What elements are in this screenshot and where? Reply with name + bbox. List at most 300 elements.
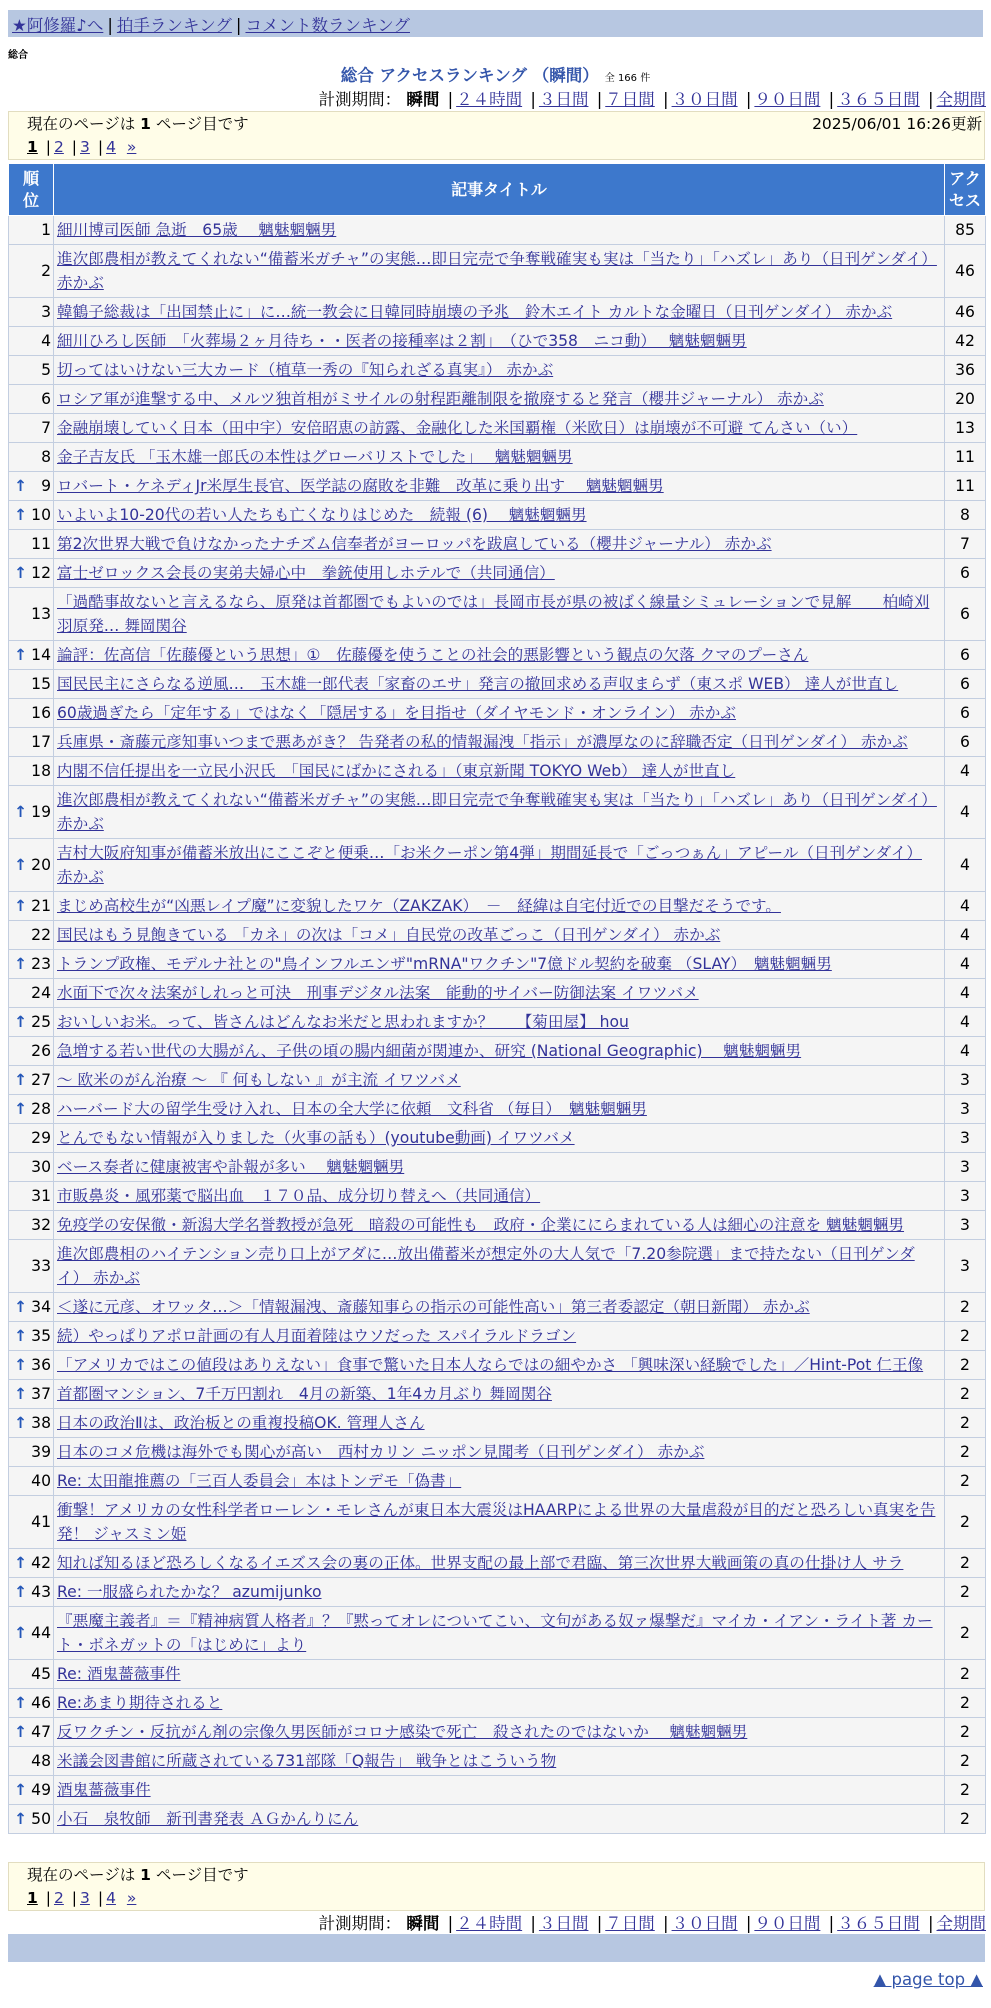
rank-number: 25 (31, 1013, 51, 1031)
rank-number: 41 (31, 1513, 51, 1531)
table-header (9, 164, 986, 216)
rank-number: 14 (31, 646, 51, 664)
table-row (9, 1805, 986, 1834)
period-current: 瞬間 (406, 90, 440, 109)
title-header: 記事タイトル (54, 164, 945, 216)
title-cell (54, 1037, 945, 1066)
title-cell (54, 1747, 945, 1776)
title-cell (54, 1607, 945, 1660)
rank-number: 23 (31, 955, 51, 973)
article-link[interactable]: 急増する若い世代の大腸がん、子供の頃の腸内細菌が関連か、研究 (National Geographic) 魑魅魍魎男 (57, 1042, 802, 1060)
article-link[interactable]: ハーバード大の留学生受け入れ、日本の全大学に依頼 文科省 （毎日） 魑魅魍魎男 (57, 1100, 647, 1118)
rank-cell (9, 1293, 54, 1322)
article-link[interactable]: 水面下で次々法案がしれっと可決 刑事デジタル法案 能動的サイバー防御法案 イワツバメ (57, 984, 699, 1002)
rank-number: 20 (31, 856, 51, 874)
rank-cell (9, 1095, 54, 1124)
updated-timestamp: 2025/06/01 16:26更新 (812, 115, 982, 133)
table-row (9, 1496, 986, 1549)
rank-number: 10 (31, 506, 51, 524)
article-link[interactable]: 市販鼻炎・風邪薬で脳出血 １７０品、成分切り替えへ（共同通信） (57, 1187, 541, 1205)
period-option[interactable]: 全期間 (936, 1914, 986, 1933)
title-cell (54, 1578, 945, 1607)
pager-suffix: ページ目です (155, 1866, 249, 1884)
article-link[interactable]: 進次郎農相のハイテンション売り口上がアダに…放出備蓄米が想定外の大人気で「7.20参院選」まで持たない（日刊ゲンダイ） 赤かぶ (57, 1245, 915, 1287)
category-tag: 総合 (8, 50, 28, 61)
table-row (9, 728, 986, 757)
article-link[interactable]: 富士ゼロックス会長の実弟夫婦心中 拳銃使用しホテルで（共同通信） (57, 564, 555, 582)
rank-cell (9, 1066, 54, 1095)
table-row (9, 950, 986, 979)
home-link[interactable]: ★阿修羅♪へ (12, 16, 104, 35)
rank-number: 4 (41, 332, 51, 350)
page-link[interactable]: 4 (106, 1889, 116, 1907)
table-row (9, 1124, 986, 1153)
up-arrow-icon: ↑ (14, 1583, 28, 1601)
period-separator: | (745, 1914, 752, 1933)
article-link[interactable]: 酒鬼薔薇事件 (57, 1781, 151, 1799)
rank-number: 42 (31, 1554, 51, 1572)
title-cell (54, 950, 945, 979)
access-count: 46 (945, 245, 986, 298)
rank-cell (9, 1660, 54, 1689)
rank-number: 40 (31, 1472, 51, 1490)
comment-ranking-link[interactable]: コメント数ランキング (245, 16, 410, 35)
period-option[interactable]: 全期間 (936, 90, 986, 109)
rank-number: 9 (41, 477, 51, 495)
access-count: 3 (945, 1211, 986, 1240)
article-link[interactable]: 金融崩壊していく日本（田中宇）安倍昭恵の訪露、金融化した米国覇権（米欧日）は崩壊が不可避 てんさい（い） (57, 419, 858, 437)
period-option[interactable]: ７日間 (605, 90, 655, 109)
table-row (9, 1008, 986, 1037)
period-option[interactable]: ３６５日間 (837, 90, 920, 109)
period-selector-bottom (319, 1910, 986, 1934)
page-link-current: 1 (27, 1889, 38, 1907)
rank-cell (9, 1438, 54, 1467)
access-count: 3 (945, 1066, 986, 1095)
table-row (9, 1549, 986, 1578)
rank-cell (9, 1322, 54, 1351)
rank-cell (9, 588, 54, 641)
article-link[interactable]: 小石 泉牧師 新刊書発表 ＡＧかんりにん (57, 1810, 359, 1828)
page-top-container (874, 1970, 983, 1989)
table-row (9, 839, 986, 892)
article-link[interactable]: 第2次世界大戦で負けなかったナチズム信奉者がヨーロッパを跋扈している（櫻井ジャーナル） 赤かぶ (57, 535, 772, 553)
access-count: 3 (945, 1153, 986, 1182)
article-link[interactable]: ベース奏者に健康被害や訃報が多い 魑魅魍魎男 (57, 1158, 405, 1176)
access-count: 2 (945, 1805, 986, 1834)
up-arrow-icon: ↑ (14, 1327, 28, 1345)
table-row (9, 216, 986, 245)
next-page-link[interactable]: » (126, 1889, 137, 1907)
pager-status (27, 1864, 984, 1887)
access-count: 42 (945, 327, 986, 356)
access-count: 2 (945, 1607, 986, 1660)
up-arrow-icon: ↑ (14, 897, 28, 915)
pager-current-page: 1 (140, 1866, 151, 1884)
table-row (9, 1037, 986, 1066)
title-cell (54, 1008, 945, 1037)
rank-cell (9, 472, 54, 501)
table-row (9, 1438, 986, 1467)
access-count: 2 (945, 1409, 986, 1438)
access-count: 4 (945, 1037, 986, 1066)
table-row (9, 786, 986, 839)
rank-cell (9, 950, 54, 979)
title-cell (54, 216, 945, 245)
article-link[interactable]: 続）やっぱりアポロ計画の有人月面着陸はウソだった スパイラルドラゴン (57, 1327, 577, 1345)
table-row (9, 443, 986, 472)
table-row (9, 1182, 986, 1211)
table-row (9, 327, 986, 356)
up-arrow-icon: ↑ (14, 1071, 28, 1089)
rank-number: 5 (41, 361, 51, 379)
title-cell (54, 1351, 945, 1380)
page-link[interactable]: 4 (106, 138, 116, 156)
access-count: 4 (945, 757, 986, 786)
rank-cell (9, 670, 54, 699)
article-link[interactable]: Re: 酒鬼薔薇事件 (57, 1665, 181, 1683)
article-link[interactable]: 金子吉友氏 「玉木雄一郎氏の本性はグローバリストでした」 魑魅魍魎男 (57, 448, 573, 466)
rank-cell (9, 298, 54, 327)
rank-number: 13 (31, 605, 51, 623)
access-count: 3 (945, 1182, 986, 1211)
page-top-link[interactable]: ▲ page top ▲ (873, 1970, 983, 1989)
table-row (9, 1095, 986, 1124)
rank-header: 順位 (9, 164, 54, 216)
pager-top (8, 111, 985, 160)
access-count: 2 (945, 1467, 986, 1496)
article-link[interactable]: とんでもない情報が入りました（火事の話も）(youtube動画) イワツバメ (57, 1129, 575, 1147)
period-option[interactable]: ９０日間 (754, 1914, 821, 1933)
article-link[interactable]: 国民はもう見飽きている 「カネ」の次は「コメ」自民党の改革ごっこ（日刊ゲンダイ） 赤かぶ (57, 926, 721, 944)
article-link[interactable]: おいしいお米。って、皆さんはどんなお米だと思われますか？ 【菊田屋】 hou (57, 1013, 629, 1031)
access-count: 2 (945, 1380, 986, 1409)
table-row (9, 1066, 986, 1095)
rank-number: 38 (31, 1414, 51, 1432)
table-row (9, 530, 986, 559)
rank-number: 15 (31, 675, 51, 693)
title-cell (54, 728, 945, 757)
rank-number: 2 (41, 262, 51, 280)
period-option[interactable]: ３日間 (538, 1914, 589, 1933)
rank-number: 31 (31, 1187, 51, 1205)
pager-status (27, 113, 984, 136)
title-cell (54, 1467, 945, 1496)
access-count: 3 (945, 1124, 986, 1153)
article-link[interactable]: 韓鶴子総裁は「出国禁止に」に…統一教会に日韓同時崩壊の予兆 鈴木エイト カルトな金曜日（日刊ゲンダイ） 赤かぶ (57, 303, 893, 321)
period-option[interactable]: ７日間 (605, 1914, 655, 1933)
up-arrow-icon: ↑ (14, 1554, 28, 1572)
title-cell (54, 1124, 945, 1153)
article-link[interactable]: 首都圏マンション、7千万円割れ 4月の新築、1年4カ月ぶり 舞岡関谷 (57, 1385, 552, 1403)
rank-number: 39 (31, 1443, 51, 1461)
pager-bottom (8, 1862, 985, 1911)
up-arrow-icon: ↑ (14, 1723, 28, 1741)
rank-number: 12 (31, 564, 51, 582)
rank-cell (9, 786, 54, 839)
article-link[interactable]: 知れば知るほど恐ろしくなるイエズス会の裏の正体。世界支配の最上部で君臨、第三次世界大戦画策の真の仕掛け人 サラ (57, 1554, 904, 1572)
table-row (9, 892, 986, 921)
article-link[interactable]: 国民民主にさらなる逆風… 玉木雄一郎代表「家畜のエサ」発言の撤回求める声収まらず（東スポ WEB） 達人が世直し (57, 675, 899, 693)
access-header: アクセス (945, 164, 986, 216)
rank-cell (9, 327, 54, 356)
table-row (9, 641, 986, 670)
period-option[interactable]: ３０日間 (671, 90, 738, 109)
title-cell (54, 699, 945, 728)
up-arrow-icon: ↑ (14, 1414, 28, 1432)
access-count: 7 (945, 530, 986, 559)
access-count: 2 (945, 1293, 986, 1322)
article-link[interactable]: まじめ高校生が“凶悪レイプ魔”に変貌したワケ（ZAKZAK） － 経緯は自宅付近での目撃だそうです。 (57, 897, 781, 915)
table-row (9, 1351, 986, 1380)
rank-cell (9, 757, 54, 786)
title-cell (54, 1153, 945, 1182)
table-row (9, 1660, 986, 1689)
title-cell (54, 385, 945, 414)
period-separator: | (447, 1914, 454, 1933)
rank-cell (9, 1607, 54, 1660)
up-arrow-icon: ↑ (14, 1624, 28, 1642)
article-link[interactable]: 『悪魔主義者』＝『精神病質人格者』？『黙ってオレについてこい、文句がある奴ァ爆撃だ』マイカ・イアン・ライト著 カート・ボネガットの「はじめに」より (57, 1612, 933, 1654)
article-link[interactable]: 兵庫県・斎藤元彦知事いつまで悪あがき？ 告発者の私的情報漏洩「指示」が濃厚なのに辞職否定（日刊ゲンダイ） 赤かぶ (57, 733, 908, 751)
rank-number: 26 (31, 1042, 51, 1060)
period-selector (319, 86, 986, 110)
rank-number: 24 (31, 984, 51, 1002)
article-link[interactable]: ～ 欧米のがん治療 ～ 『 何もしない 』が主流 イワツバメ (57, 1071, 461, 1089)
article-link[interactable]: 切ってはいけない三大カード（植草一秀の『知られざる真実』） 赤かぶ (57, 361, 554, 379)
table-row (9, 1689, 986, 1718)
page-link[interactable]: 3 (80, 138, 90, 156)
article-link[interactable]: ロシア軍が進撃する中、メルツ独首相がミサイルの射程距離制限を撤廃すると発言（櫻井ジャーナル） 赤かぶ (57, 390, 824, 408)
access-count: 4 (945, 892, 986, 921)
period-option[interactable]: ２４時間 (456, 1914, 523, 1933)
rank-cell (9, 1380, 54, 1409)
title-cell (54, 1240, 945, 1293)
title-cell (54, 245, 945, 298)
period-option[interactable]: ２４時間 (456, 90, 523, 109)
page-title (0, 62, 991, 86)
period-separator: | (828, 90, 835, 109)
up-arrow-icon: ↑ (14, 1385, 28, 1403)
rank-number: 28 (31, 1100, 51, 1118)
table-row (9, 1467, 986, 1496)
rank-number: 19 (31, 803, 51, 821)
table-row (9, 472, 986, 501)
rank-number: 1 (41, 221, 51, 239)
title-cell (54, 1496, 945, 1549)
rank-cell (9, 1351, 54, 1380)
next-page-link[interactable]: » (126, 138, 137, 156)
article-link[interactable]: 日本の政治Ⅱは、政治板との重複投稿OK. 管理人さん (57, 1414, 425, 1432)
pager-separator: | (71, 138, 78, 156)
rank-number: 6 (41, 390, 51, 408)
rank-cell (9, 1182, 54, 1211)
table-row (9, 1747, 986, 1776)
page-link[interactable]: 3 (80, 1889, 90, 1907)
title-cell (54, 1689, 945, 1718)
access-count: 6 (945, 641, 986, 670)
rank-cell (9, 414, 54, 443)
access-count: 4 (945, 921, 986, 950)
rank-cell (9, 839, 54, 892)
period-option[interactable]: ３日間 (538, 90, 589, 109)
applause-ranking-link[interactable]: 拍手ランキング (116, 16, 232, 35)
article-link[interactable]: Re: 太田龍推薦の「三百人委員会」本はトンデモ「偽書」 (57, 1472, 462, 1490)
title-cell (54, 588, 945, 641)
title-cell (54, 670, 945, 699)
table-row (9, 414, 986, 443)
title-cell (54, 443, 945, 472)
title-cell (54, 1409, 945, 1438)
access-count: 2 (945, 1747, 986, 1776)
article-link[interactable]: 細川博司医師 急逝 65歳 魑魅魍魎男 (57, 221, 337, 239)
article-link[interactable]: 60歳過ぎたら「定年する」ではなく「隠居する」を目指せ（ダイヤモンド・オンライン） 赤かぶ (57, 704, 736, 722)
article-link[interactable]: 進次郎農相が教えてくれない“備蓄米ガチャ”の実態…即日完売で争奪戦確実も実は「当たり」「ハズレ」あり（日刊ゲンダイ） 赤かぶ (57, 250, 937, 292)
rank-number: 44 (31, 1624, 51, 1642)
rank-cell (9, 443, 54, 472)
rank-cell (9, 1037, 54, 1066)
access-count: 2 (945, 1689, 986, 1718)
article-link[interactable]: ロバート・ケネディJr米厚生長官、医学誌の腐敗を非難 改革に乗り出す 魑魅魍魎男 (57, 477, 664, 495)
table-row (9, 670, 986, 699)
title-cell (54, 1380, 945, 1409)
title-cell (54, 786, 945, 839)
article-link[interactable]: 米議会図書館に所蔵されている731部隊「Q報告」 戦争とはこういう物 (57, 1752, 557, 1770)
rank-number: 33 (31, 1257, 51, 1275)
article-link[interactable]: 「過酷事故ないと言えるなら、原発は首都圏でもよいのでは」長岡市長が県の被ばく線量シミュレーションで見解 柏崎刈羽原発… 舞岡関谷 (57, 593, 930, 635)
rank-cell (9, 216, 54, 245)
access-count: 11 (945, 443, 986, 472)
rank-number: 48 (31, 1752, 51, 1770)
pager-prefix: 現在のページは (27, 1866, 136, 1884)
article-link[interactable]: 進次郎農相が教えてくれない“備蓄米ガチャ”の実態…即日完売で争奪戦確実も実は「当たり」「ハズレ」あり（日刊ゲンダイ） 赤かぶ (57, 791, 937, 833)
rank-cell (9, 1409, 54, 1438)
title-cell (54, 1438, 945, 1467)
title-cell (54, 414, 945, 443)
article-link[interactable]: トランプ政権、モデルナ社との"鳥インフルエンザ"mRNA"ワクチン"7億ドル契約を破棄 （SLAY） 魑魅魍魎男 (57, 955, 832, 973)
access-count: 2 (945, 1776, 986, 1805)
rank-number: 29 (31, 1129, 51, 1147)
access-count: 4 (945, 786, 986, 839)
table-row (9, 757, 986, 786)
rank-cell (9, 1124, 54, 1153)
rank-cell (9, 1549, 54, 1578)
ranking-table (8, 163, 986, 1834)
article-link[interactable]: 吉村大阪府知事が備蓄米放出にここぞと便乗…「お米クーポン第4弾」期間延長で「ごっつぁん」アピール（日刊ゲンダイ） 赤かぶ (57, 844, 922, 886)
article-count: 全 166 件 (604, 73, 651, 84)
table-row (9, 1293, 986, 1322)
pager-links (27, 136, 984, 159)
rank-cell (9, 728, 54, 757)
period-label: 計測期間： (318, 90, 402, 109)
access-count: 6 (945, 699, 986, 728)
rank-cell (9, 1153, 54, 1182)
access-count: 85 (945, 216, 986, 245)
rank-cell (9, 501, 54, 530)
period-option[interactable]: ３０日間 (671, 1914, 738, 1933)
access-count: 2 (945, 1322, 986, 1351)
period-separator: | (596, 90, 603, 109)
title-cell (54, 892, 945, 921)
rank-number: 17 (31, 733, 51, 751)
access-count: 6 (945, 588, 986, 641)
up-arrow-icon: ↑ (14, 564, 28, 582)
pager-separator: | (45, 1889, 51, 1907)
access-count: 2 (945, 1496, 986, 1549)
article-link[interactable]: 反ワクチン・反抗がん剤の宗像久男医師がコロナ感染で死亡 殺されたのではないか 魑魅魍魎男 (57, 1723, 748, 1741)
article-link[interactable]: 「アメリカではこの値段はありえない」食事で驚いた日本人ならではの細やかさ 「興味深い経験でした」／Hint-Pot 仁王像 (57, 1356, 924, 1374)
article-link[interactable]: 細川ひろし医師 「火葬場２ヶ月待ち・・医者の接種率は２割」 （ひで358 ニコ動） 魑魅魍魎男 (57, 332, 747, 350)
rank-number: 46 (31, 1694, 51, 1712)
access-count: 6 (945, 728, 986, 757)
table-row (9, 559, 986, 588)
up-arrow-icon: ↑ (14, 1694, 28, 1712)
up-arrow-icon: ↑ (14, 1781, 28, 1799)
title-cell (54, 530, 945, 559)
article-link[interactable]: 免疫学の安保徹・新潟大学名誉教授が急死 暗殺の可能性も 政府・企業ににらまれている人は細心の注意を 魑魅魍魎男 (57, 1216, 905, 1234)
article-link[interactable]: 内閣不信任提出を一立民小沢氏 「国民にばかにされる」（東京新聞 TOKYO Web） 達人が世直し (57, 762, 736, 780)
up-arrow-icon: ↑ (14, 1356, 28, 1374)
period-separator: | (927, 1914, 934, 1933)
rank-number: 37 (31, 1385, 51, 1403)
title-cell (54, 1182, 945, 1211)
access-count: 20 (945, 385, 986, 414)
period-separator: | (927, 90, 934, 109)
article-link[interactable]: いよいよ10-20代の若い人たちも亡くなりはじめた 続報 (6) 魑魅魍魎男 (57, 506, 587, 524)
table-row (9, 356, 986, 385)
table-row (9, 1578, 986, 1607)
period-option[interactable]: ３６５日間 (837, 1914, 920, 1933)
access-count: 2 (945, 1438, 986, 1467)
page-title-text: 総合 アクセスランキング （瞬間） (340, 66, 599, 85)
rank-cell (9, 1008, 54, 1037)
article-link[interactable]: 論評：佐高信「佐藤優という思想」① 佐藤優を使うことの社会的悪影響という観点の欠落 クマのプーさん (57, 646, 809, 664)
table-row (9, 298, 986, 327)
rank-number: 50 (31, 1810, 51, 1828)
pager-suffix: ページ目です (155, 115, 249, 133)
period-label: 計測期間： (318, 1914, 402, 1933)
article-link[interactable]: 衝撃！アメリカの女性科学者ローレン・モレさんが東日本大震災はHAARPによる世界の大量虐殺が目的だと恐ろしい真実を告発！ ジャスミン姫 (57, 1501, 936, 1543)
page-link[interactable]: 2 (53, 138, 64, 156)
up-arrow-icon: ↑ (14, 1100, 28, 1118)
access-count: 2 (945, 1351, 986, 1380)
period-option[interactable]: ９０日間 (754, 90, 821, 109)
article-link[interactable]: Re: 一服盛られたかな？ azumijunko (57, 1583, 322, 1601)
access-count: 6 (945, 670, 986, 699)
pager-current-page: 1 (140, 115, 151, 133)
article-link[interactable]: 日本のコメ危機は海外でも関心が高い 西村カリン ニッポン見聞考（日刊ゲンダイ） 赤かぶ (57, 1443, 705, 1461)
page-link[interactable]: 2 (53, 1889, 64, 1907)
rank-number: 47 (31, 1723, 51, 1741)
title-cell (54, 839, 945, 892)
period-separator: | (596, 1914, 603, 1933)
access-count: 4 (945, 1008, 986, 1037)
pager-links (27, 1887, 984, 1910)
pager-separator: | (71, 1889, 78, 1907)
rank-cell (9, 1496, 54, 1549)
period-separator: | (663, 1914, 669, 1933)
up-arrow-icon: ↑ (14, 1810, 28, 1828)
article-link[interactable]: ＜遂に元彦、オワッタ…＞「情報漏洩、斎藤知事らの指示の可能性高い」第三者委認定（朝日新聞） 赤かぶ (57, 1298, 810, 1316)
rank-cell (9, 385, 54, 414)
article-link[interactable]: Re:あまり期待されると (57, 1694, 223, 1712)
rank-cell (9, 1211, 54, 1240)
rank-number: 36 (31, 1356, 51, 1374)
pager-prefix: 現在のページは (27, 115, 136, 133)
footer-bar (8, 1934, 985, 1962)
period-separator: | (663, 90, 669, 109)
period-current: 瞬間 (406, 1914, 440, 1933)
